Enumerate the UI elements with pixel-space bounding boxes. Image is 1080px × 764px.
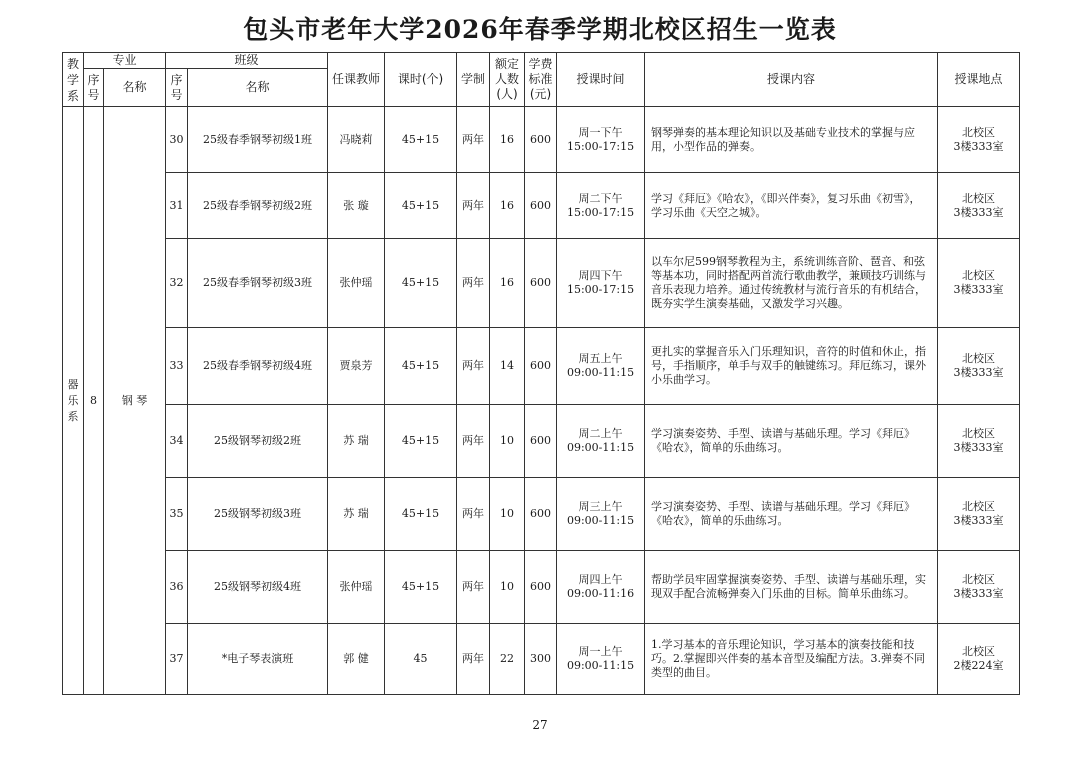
- cell-place: 北校区 3楼333室: [938, 239, 1020, 328]
- cell-fee: 600: [525, 478, 557, 551]
- cell-duration: 两年: [457, 551, 490, 624]
- cell-time: 周三上午 09:00-11:15: [557, 478, 645, 551]
- cell-content: 更扎实的掌握音乐入门乐理知识，音符的时值和休止，指号，手指顺序，单手与双手的触键练习。拜厄练习，课外小乐曲学习。: [645, 328, 938, 405]
- cell-hours: 45+15: [385, 107, 457, 173]
- table-row: [63, 405, 1020, 478]
- cell-hours: 45: [385, 624, 457, 695]
- cell-hours: 45+15: [385, 551, 457, 624]
- table-row: [63, 173, 1020, 239]
- cell-time: 周四上午 09:00-11:16: [557, 551, 645, 624]
- cell-duration: 两年: [457, 239, 490, 328]
- table-row: [63, 478, 1020, 551]
- cell-class-no: 37: [166, 624, 188, 695]
- cell-quota: 16: [490, 107, 525, 173]
- cell-quota: 22: [490, 624, 525, 695]
- cell-place: 北校区 3楼333室: [938, 551, 1020, 624]
- cell-place: 北校区 3楼333室: [938, 478, 1020, 551]
- cell-class-name: 25级春季钢琴初级4班: [188, 328, 328, 405]
- header-content: 授课内容: [645, 53, 938, 107]
- cell-class-no: 31: [166, 173, 188, 239]
- group-major-name: 钢 琴: [104, 107, 166, 695]
- cell-quota: 10: [490, 405, 525, 478]
- cell-place: 北校区 2楼224室: [938, 624, 1020, 695]
- cell-teacher: 苏 瑞: [328, 405, 385, 478]
- cell-place: 北校区 3楼333室: [938, 328, 1020, 405]
- enrollment-table: [62, 52, 1020, 695]
- cell-duration: 两年: [457, 624, 490, 695]
- cell-quota: 16: [490, 239, 525, 328]
- cell-fee: 600: [525, 107, 557, 173]
- cell-class-name: 25级钢琴初级4班: [188, 551, 328, 624]
- cell-class-no: 32: [166, 239, 188, 328]
- cell-content: 钢琴弹奏的基本理论知识以及基础专业技术的掌握与应用，小型作品的弹奏。: [645, 107, 938, 173]
- cell-class-no: 30: [166, 107, 188, 173]
- cell-time: 周五上午 09:00-11:15: [557, 328, 645, 405]
- table-row: [63, 239, 1020, 328]
- cell-time: 周二下午 15:00-17:15: [557, 173, 645, 239]
- cell-quota: 14: [490, 328, 525, 405]
- cell-fee: 600: [525, 551, 557, 624]
- cell-duration: 两年: [457, 405, 490, 478]
- group-major-no: 8: [84, 107, 104, 695]
- header-class-name: 名称: [188, 69, 328, 107]
- cell-time: 周四下午 15:00-17:15: [557, 239, 645, 328]
- cell-class-no: 34: [166, 405, 188, 478]
- cell-quota: 16: [490, 173, 525, 239]
- cell-time: 周二上午 09:00-11:15: [557, 405, 645, 478]
- header-time: 授课时间: [557, 53, 645, 107]
- cell-teacher: 张仲瑶: [328, 551, 385, 624]
- cell-fee: 600: [525, 328, 557, 405]
- cell-class-name: *电子琴表演班: [188, 624, 328, 695]
- header-teacher: 任课教师: [328, 53, 385, 107]
- cell-content: 学习演奏姿势、手型、读谱与基础乐理。学习《拜厄》《哈农》，简单的乐曲练习。: [645, 405, 938, 478]
- cell-hours: 45+15: [385, 239, 457, 328]
- header-class: 班级: [166, 53, 328, 69]
- cell-content: 以车尔尼599钢琴教程为主，系统训练音阶、琶音、和弦等基本功，同时搭配两首流行歌曲教学，兼顾技巧训练与音乐表现力培养。通过传统教材与流行音乐的有机结合，既夯实学生演奏基础，又激发学习兴趣。: [645, 239, 938, 328]
- cell-place: 北校区 3楼333室: [938, 405, 1020, 478]
- cell-teacher: 苏 瑞: [328, 478, 385, 551]
- header-major: 专业: [84, 53, 166, 69]
- cell-class-name: 25级春季钢琴初级3班: [188, 239, 328, 328]
- header-fee: 学费标准(元): [525, 53, 557, 107]
- cell-quota: 10: [490, 478, 525, 551]
- cell-fee: 600: [525, 239, 557, 328]
- cell-teacher: 贾泉芳: [328, 328, 385, 405]
- table-row: [63, 328, 1020, 405]
- cell-class-no: 36: [166, 551, 188, 624]
- cell-class-name: 25级钢琴初级3班: [188, 478, 328, 551]
- header-quota: 额定人数(人): [490, 53, 525, 107]
- cell-class-name: 25级钢琴初级2班: [188, 405, 328, 478]
- page-number: 27: [532, 718, 548, 732]
- cell-class-name: 25级春季钢琴初级2班: [188, 173, 328, 239]
- cell-duration: 两年: [457, 107, 490, 173]
- header-major-name: 名称: [104, 69, 166, 107]
- cell-duration: 两年: [457, 328, 490, 405]
- cell-teacher: 张仲瑶: [328, 239, 385, 328]
- cell-quota: 10: [490, 551, 525, 624]
- cell-class-no: 35: [166, 478, 188, 551]
- table-row: [63, 107, 1020, 173]
- cell-content: 学习演奏姿势、手型、读谱与基础乐理。学习《拜厄》《哈农》，简单的乐曲练习。: [645, 478, 938, 551]
- header-duration: 学制: [457, 53, 490, 107]
- cell-hours: 45+15: [385, 173, 457, 239]
- cell-time: 周一上午 09:00-11:15: [557, 624, 645, 695]
- cell-class-no: 33: [166, 328, 188, 405]
- header-major-no: 序号: [84, 69, 104, 107]
- cell-content: 学习《拜厄》《哈农》，《即兴伴奏》，复习乐曲《初雪》，学习乐曲《天空之城》。: [645, 173, 938, 239]
- table-row: [63, 551, 1020, 624]
- cell-teacher: 张 璇: [328, 173, 385, 239]
- cell-place: 北校区 3楼333室: [938, 173, 1020, 239]
- cell-hours: 45+15: [385, 328, 457, 405]
- cell-duration: 两年: [457, 478, 490, 551]
- cell-class-name: 25级春季钢琴初级1班: [188, 107, 328, 173]
- page-title: 包头市老年大学2026年春季学期北校区招生一览表: [243, 15, 837, 44]
- cell-fee: 600: [525, 405, 557, 478]
- cell-teacher: 冯晓莉: [328, 107, 385, 173]
- cell-hours: 45+15: [385, 478, 457, 551]
- header-place: 授课地点: [938, 53, 1020, 107]
- cell-time: 周一下午 15:00-17:15: [557, 107, 645, 173]
- table-row: [63, 624, 1020, 695]
- header-dept: 教学系: [63, 53, 84, 107]
- cell-fee: 300: [525, 624, 557, 695]
- cell-fee: 600: [525, 173, 557, 239]
- header-hours: 课时(个): [385, 53, 457, 107]
- cell-place: 北校区 3楼333室: [938, 107, 1020, 173]
- cell-teacher: 郭 健: [328, 624, 385, 695]
- group-dept: 器乐系: [63, 107, 84, 695]
- header-class-no: 序号: [166, 69, 188, 107]
- cell-hours: 45+15: [385, 405, 457, 478]
- cell-content: 1.学习基本的音乐理论知识，学习基本的演奏技能和技巧。2.掌握即兴伴奏的基本音型及编配方法。3.弹奏不同类型的曲目。: [645, 624, 938, 695]
- cell-content: 帮助学员牢固掌握演奏姿势、手型、读谱与基础乐理，实现双手配合流畅弹奏入门乐曲的目标。简单乐曲练习。: [645, 551, 938, 624]
- cell-duration: 两年: [457, 173, 490, 239]
